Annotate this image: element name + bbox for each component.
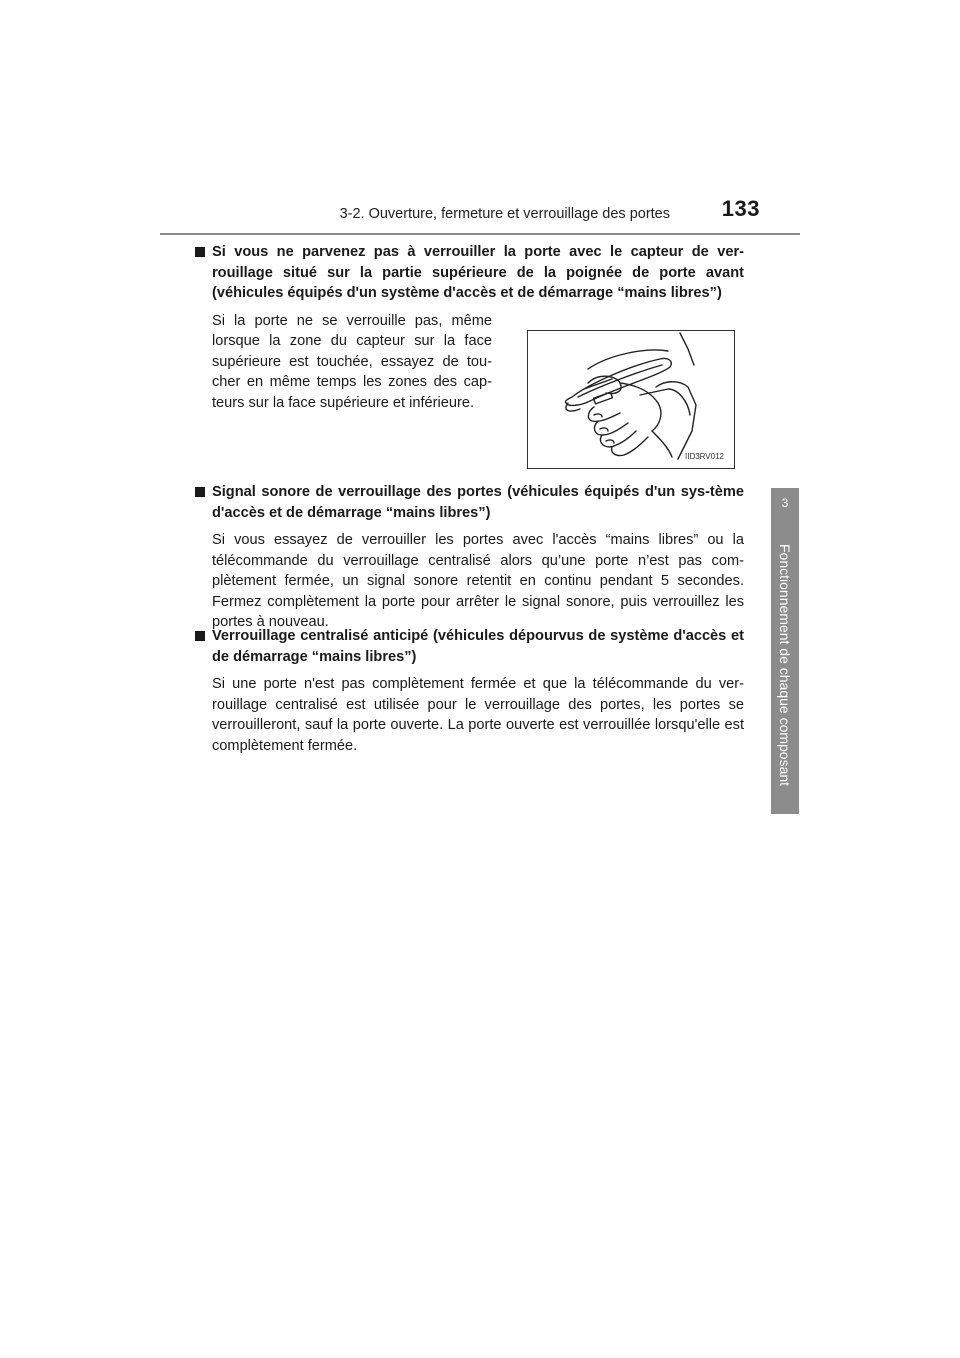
door-handle-hand-icon — [528, 331, 734, 468]
bullet-square-icon — [195, 631, 205, 641]
section-title: 3-2. Ouverture, fermeture et verrouillage des portes — [339, 206, 670, 222]
section-heading: Signal sonore de verrouillage des portes (véhicules équipés d'un sys-tème d'accès et de démarrage “mains libres”) — [212, 482, 744, 523]
section-anticipated-lock — [212, 626, 744, 756]
chapter-number: 3 — [781, 496, 789, 510]
section-body: Si vous essayez de verrouiller les portes avec l'accès “mains libres” ou la télécommande du verrouillage centralisé alors qu’une porte n’est pas com-plètement fermée, un signal sonore retentit en continu pendant 5 secondes. Fermez complètement la porte pour arrêter le signal sonore, puis verrouillez les portes à nouveau. — [212, 532, 744, 631]
figure-code: IID3RV012 — [685, 452, 724, 461]
section-lock-signal — [212, 482, 744, 633]
door-handle-figure — [527, 330, 735, 469]
bullet-square-icon — [195, 487, 205, 497]
page-header — [160, 196, 800, 236]
page-number: 133 — [721, 196, 760, 221]
section-body: Si une porte n'est pas complètement fermée et que la télécommande du ver-rouillage centralisé est utilisée pour le verrouillage des portes, les portes se verrouilleront, sauf la porte ouverte. La porte ouverte est verrouillée lorsqu'elle est complètement fermée. — [212, 676, 744, 754]
chapter-label: Fonctionnement de chaque composant — [777, 544, 793, 787]
bullet-square-icon — [195, 247, 205, 257]
section-heading: Si vous ne parvenez pas à verrouiller la porte avec le capteur de ver-rouillage situé sur la partie supérieure de la poignée de porte avant (véhicules équipés d'un système d'accès et de démarrage “mains libres”) — [212, 242, 744, 304]
header-divider — [160, 233, 800, 235]
section-body: Si la porte ne se verrouille pas, même lorsque la zone du capteur sur la face supérieure est touchée, essayez de tou-cher en même temps les zones des cap-teurs sur la face supérieure et inférieure. — [212, 312, 492, 411]
section-heading: Verrouillage centralisé anticipé (véhicules dépourvus de système d'accès et de démarrage “mains libres”) — [212, 626, 744, 667]
